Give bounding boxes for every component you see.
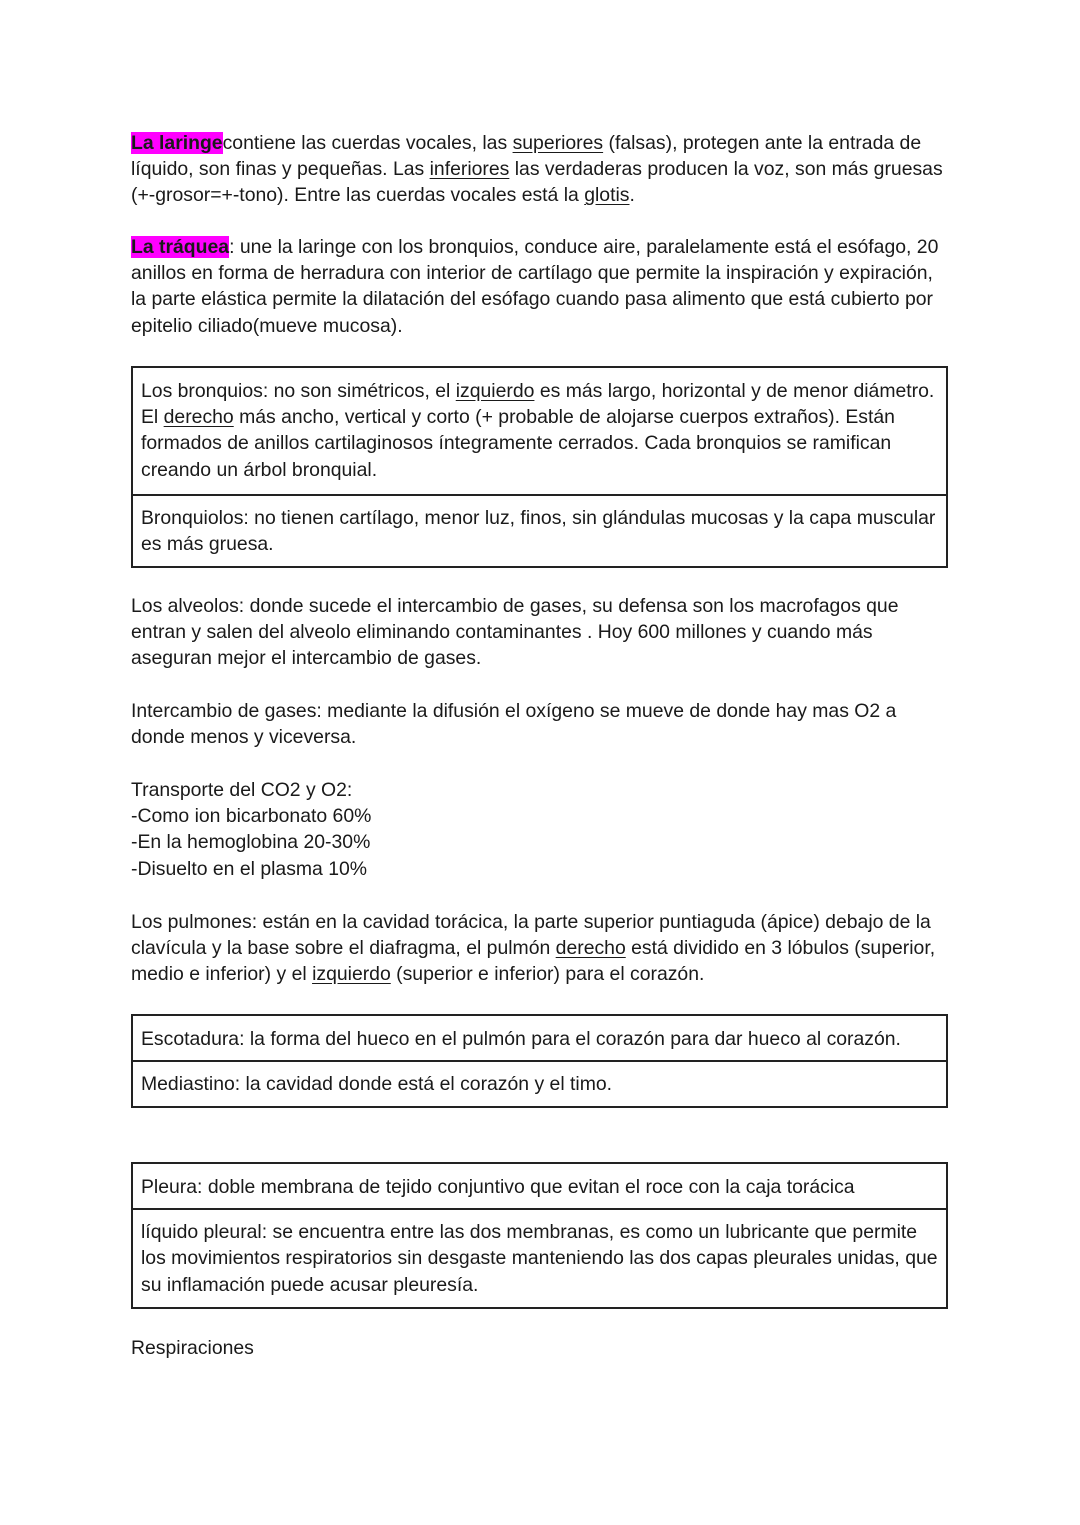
paragraph-intercambio [131, 698, 951, 750]
text-segment: es más largo, horizontal y de menor diámetro. El [141, 380, 935, 429]
text-segment: . [629, 184, 635, 207]
underlined-term: derecho [163, 406, 234, 429]
text-segment: -Como ion bicarbonato 60% [131, 805, 372, 828]
text-segment: (superior e inferior) para el corazón. [390, 963, 705, 986]
bold-term: Transporte del CO2 y O2: [131, 779, 353, 801]
text-segment: mediante la difusión el oxígeno se mueve de donde hay mas O2 a donde menos y viceversa. [131, 700, 897, 749]
text-segment: las verdaderas producen la voz, son más gruesas (+-grosor=+-tono). Entre las cuerdas vocales está la [131, 158, 943, 207]
bold-term: Los bronquios: [141, 380, 269, 402]
highlighted-term: La laringe [131, 132, 223, 154]
bold-term: Mediastino: [141, 1073, 241, 1096]
cell-mediastino [133, 1060, 946, 1106]
underlined-term: inferiores [429, 158, 510, 181]
bold-term: : [229, 236, 235, 258]
text-segment: (falsas), protegen ante la entrada de líquido, son finas y pequeñas. Las [131, 132, 922, 181]
paragraph-alveolos [131, 593, 951, 672]
text-segment: está dividido en 3 lóbulos (superior, medio e inferior) y el [131, 937, 936, 986]
underlined-term: izquierdo [312, 963, 391, 986]
text-segment: finos, sin glándulas mucosas y la capa muscular es más gruesa. [141, 506, 936, 556]
cell-liquido-pleural [133, 1208, 946, 1307]
underlined-term: izquierdo [455, 380, 535, 402]
text-segment: la cavidad donde está el corazón y el timo. [240, 1073, 613, 1096]
heading-respiraciones [131, 1335, 951, 1361]
text-segment: -En la hemoglobina 20-30% [131, 831, 371, 854]
table-pleura [131, 1162, 948, 1309]
cell-pleura [133, 1164, 946, 1208]
bold-term: Los alveolos: [131, 595, 245, 617]
paragraph-laringe [131, 130, 951, 209]
text-segment: contiene las cuerdas vocales, las [222, 132, 513, 154]
bold-term: Respiraciones [131, 1337, 254, 1359]
underlined-term: superiores [512, 132, 604, 154]
underlined-term: derecho [555, 937, 626, 960]
bold-term: Los pulmones: [131, 911, 258, 933]
text-segment: une la laringe con los bronquios, conduce aire, paralelamente está el esófago, 20 anillos en forma de herradura con interior de cartílago que permite la inspiración y expiración, la parte elástica permite la dilatación del esófago cuando pasa alimento que está cubierto por epitelio ciliado(mueve mucosa). [131, 236, 939, 337]
table-bronquios [131, 366, 948, 568]
cell-bronquios [133, 368, 946, 494]
underlined-term: glotis [584, 184, 630, 207]
cell-escotadura [133, 1016, 946, 1060]
table-escotadura [131, 1014, 948, 1108]
highlighted-term: La tráquea [131, 236, 230, 258]
bold-term: Pleura: [141, 1176, 203, 1198]
cell-bronquiolos [133, 494, 946, 566]
text-segment: más ancho, vertical y corto (+ probable de alojarse cuerpos extraños). Están formados de anillos cartilaginosos íntegramente cerrados. Cada bronquios se ramifican creando un árbol bronquial. [141, 406, 895, 481]
text-segment: están en la cavidad torácica, la parte superior puntiaguda (ápice) debajo de la clavícula y la base sobre el diafragma, el pulmón [131, 911, 931, 960]
paragraph-pulmones [131, 909, 951, 988]
bold-term: , [509, 506, 516, 529]
paragraph-traquea [131, 234, 951, 339]
text-segment: doble membrana de tejido conjuntivo que evitan el roce con la caja torácica [202, 1176, 855, 1198]
text-segment: : se encuentra entre las dos membranas, es como un lubricante que permite los movimientos respiratorios sin desgaste manteniendo las dos capas pleurales unidas, que su inflamación puede acusar pleuresía. [141, 1221, 938, 1296]
bold-term: Bronquiolos: [141, 506, 249, 529]
bold-term: líquido pleural [141, 1221, 262, 1244]
paragraph-transporte [131, 777, 951, 882]
bold-term: Intercambio de gases: [131, 700, 322, 722]
text-segment: la forma del hueco en el pulmón para el corazón para dar hueco al corazón. [244, 1028, 901, 1050]
text-segment: no son simétricos, el [268, 380, 456, 402]
text-segment: -Disuelto en el plasma 10% [131, 857, 368, 880]
text-segment: no tienen cartílago, menor luz [248, 506, 510, 529]
bold-term: Escotadura: [141, 1028, 245, 1050]
text-segment: donde sucede el intercambio de gases, su defensa son los macrofagos que entran y salen del alveolo eliminando contaminantes . Hoy 600 millones y cuando más aseguran mejor el intercambio de gases. [131, 595, 899, 670]
